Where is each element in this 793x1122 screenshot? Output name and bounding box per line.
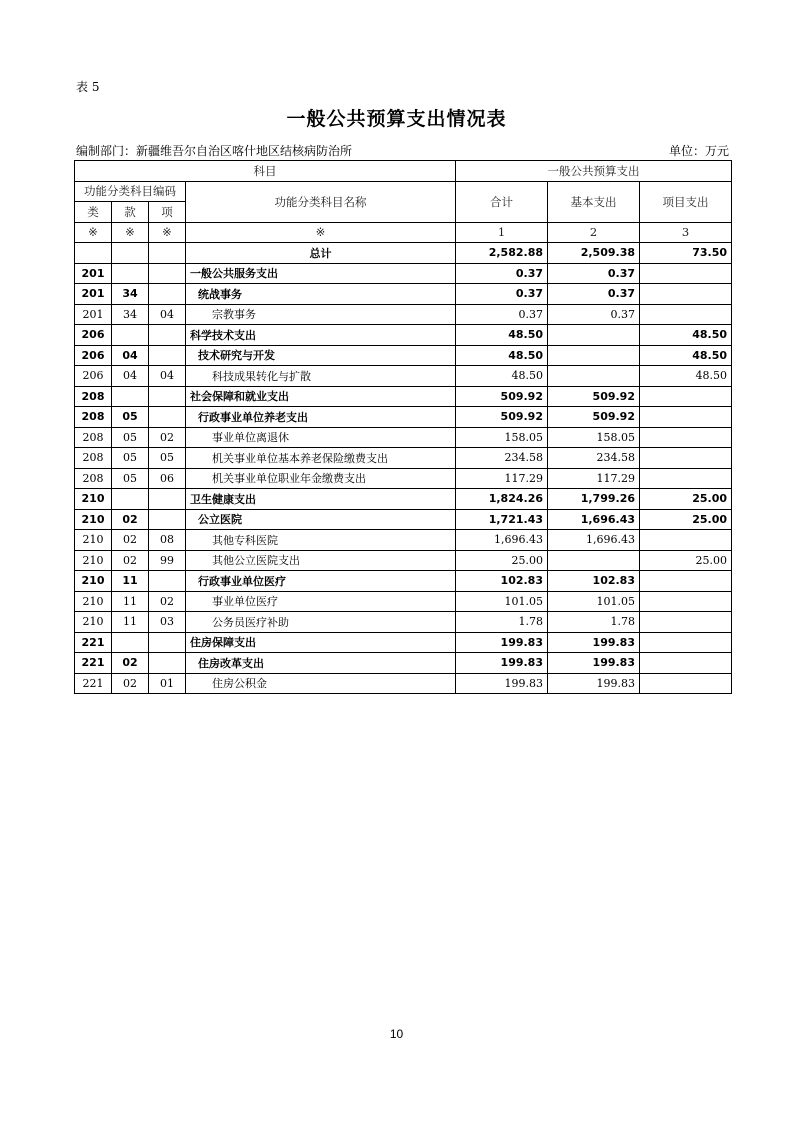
table-row — [75, 345, 732, 366]
table-row — [75, 489, 732, 510]
marker-cell: ※ — [186, 222, 456, 243]
cell-lei: 221 — [75, 673, 112, 694]
cell-name: 科技成果转化与扩散 — [186, 366, 456, 387]
cell-kuan: 02 — [112, 530, 149, 551]
table-row — [75, 325, 732, 346]
marker-cell: ※ — [149, 222, 186, 243]
cell-xiang — [149, 325, 186, 346]
total-row — [75, 243, 732, 264]
cell-kuan: 02 — [112, 509, 149, 530]
cell-project: 48.50 — [640, 366, 732, 387]
cell-basic: 509.92 — [548, 407, 640, 428]
table-row — [75, 550, 732, 571]
cell-name: 公务员医疗补助 — [186, 612, 456, 633]
header-project: 项目支出 — [640, 181, 732, 222]
cell-kuan: 05 — [112, 468, 149, 489]
cell-lei: 208 — [75, 468, 112, 489]
cell-kuan — [112, 489, 149, 510]
cell-total: 509.92 — [456, 407, 548, 428]
cell-name: 事业单位医疗 — [186, 591, 456, 612]
cell-project — [640, 468, 732, 489]
table-row — [75, 632, 732, 653]
cell-lei: 201 — [75, 263, 112, 284]
cell-xiang: 02 — [149, 591, 186, 612]
cell-total: 48.50 — [456, 345, 548, 366]
cell-lei: 210 — [75, 530, 112, 551]
cell-lei: 221 — [75, 632, 112, 653]
cell-total: 199.83 — [456, 632, 548, 653]
cell-basic: 117.29 — [548, 468, 640, 489]
cell-total: 0.37 — [456, 284, 548, 305]
cell-lei: 210 — [75, 489, 112, 510]
cell-total: 48.50 — [456, 366, 548, 387]
marker-cell: ※ — [112, 222, 149, 243]
cell-total: 199.83 — [456, 653, 548, 674]
cell-lei: 208 — [75, 386, 112, 407]
cell-lei: 210 — [75, 612, 112, 633]
marker-cell: ※ — [75, 222, 112, 243]
cell-name: 机关事业单位基本养老保险缴费支出 — [186, 448, 456, 469]
cell-total: 101.05 — [456, 591, 548, 612]
header-xiang: 项 — [149, 202, 186, 223]
cell-xiang: 99 — [149, 550, 186, 571]
cell-project — [640, 591, 732, 612]
cell-basic — [548, 325, 640, 346]
cell-name: 住房改革支出 — [186, 653, 456, 674]
cell-project — [640, 304, 732, 325]
cell-kuan: 02 — [112, 550, 149, 571]
cell-name: 住房公积金 — [186, 673, 456, 694]
cell-project: 48.50 — [640, 325, 732, 346]
table-row — [75, 304, 732, 325]
cell-kuan: 05 — [112, 407, 149, 428]
cell-name: 技术研究与开发 — [186, 345, 456, 366]
cell-total: 1,696.43 — [456, 530, 548, 551]
cell-name: 公立医院 — [186, 509, 456, 530]
total-empty — [75, 243, 112, 264]
table-row — [75, 427, 732, 448]
cell-xiang: 08 — [149, 530, 186, 551]
cell-basic: 158.05 — [548, 427, 640, 448]
cell-basic: 199.83 — [548, 653, 640, 674]
total-basic: 2,509.38 — [548, 243, 640, 264]
header-name: 功能分类科目名称 — [186, 181, 456, 222]
cell-total: 234.58 — [456, 448, 548, 469]
cell-total: 102.83 — [456, 571, 548, 592]
cell-lei: 221 — [75, 653, 112, 674]
table-row — [75, 509, 732, 530]
header-kuan: 款 — [112, 202, 149, 223]
table-label: 表 5 — [76, 80, 100, 94]
cell-xiang: 01 — [149, 673, 186, 694]
cell-xiang — [149, 407, 186, 428]
cell-name: 行政事业单位医疗 — [186, 571, 456, 592]
cell-project: 48.50 — [640, 345, 732, 366]
cell-basic: 234.58 — [548, 448, 640, 469]
cell-lei: 210 — [75, 571, 112, 592]
cell-project — [640, 632, 732, 653]
cell-lei: 210 — [75, 550, 112, 571]
cell-total: 25.00 — [456, 550, 548, 571]
cell-project — [640, 530, 732, 551]
department-label: 编制部门：新疆维吾尔自治区喀什地区结核病防治所 — [76, 144, 353, 158]
cell-xiang: 04 — [149, 366, 186, 387]
table-row — [75, 673, 732, 694]
cell-kuan: 11 — [112, 612, 149, 633]
table-row — [75, 263, 732, 284]
cell-basic: 102.83 — [548, 571, 640, 592]
cell-name: 行政事业单位养老支出 — [186, 407, 456, 428]
cell-xiang — [149, 509, 186, 530]
cell-project — [640, 407, 732, 428]
table-row — [75, 284, 732, 305]
cell-kuan: 04 — [112, 345, 149, 366]
table-row — [75, 530, 732, 551]
cell-lei: 201 — [75, 304, 112, 325]
table-row — [75, 591, 732, 612]
cell-basic — [548, 366, 640, 387]
cell-basic: 101.05 — [548, 591, 640, 612]
cell-project — [640, 571, 732, 592]
cell-basic: 1.78 — [548, 612, 640, 633]
cell-name: 事业单位离退休 — [186, 427, 456, 448]
cell-project — [640, 386, 732, 407]
total-label: 总计 — [186, 243, 456, 264]
cell-basic: 199.83 — [548, 632, 640, 653]
cell-total: 1,721.43 — [456, 509, 548, 530]
cell-name: 宗教事务 — [186, 304, 456, 325]
cell-project — [640, 673, 732, 694]
cell-kuan: 05 — [112, 448, 149, 469]
cell-kuan — [112, 386, 149, 407]
cell-lei: 208 — [75, 427, 112, 448]
cell-name: 科学技术支出 — [186, 325, 456, 346]
cell-project: 25.00 — [640, 509, 732, 530]
cell-basic: 509.92 — [548, 386, 640, 407]
cell-kuan: 02 — [112, 673, 149, 694]
total-project: 73.50 — [640, 243, 732, 264]
cell-lei: 210 — [75, 509, 112, 530]
cell-lei: 201 — [75, 284, 112, 305]
cell-lei: 208 — [75, 407, 112, 428]
cell-kuan — [112, 325, 149, 346]
table-row — [75, 407, 732, 428]
cell-lei: 206 — [75, 325, 112, 346]
table-row — [75, 468, 732, 489]
cell-basic: 1,696.43 — [548, 509, 640, 530]
cell-basic: 0.37 — [548, 304, 640, 325]
total-empty — [149, 243, 186, 264]
cell-xiang — [149, 632, 186, 653]
header-code-group: 功能分类科目编码 — [75, 181, 186, 202]
cell-basic: 199.83 — [548, 673, 640, 694]
cell-name: 社会保障和就业支出 — [186, 386, 456, 407]
cell-name: 一般公共服务支出 — [186, 263, 456, 284]
cell-lei: 210 — [75, 591, 112, 612]
col-index-3: 3 — [640, 222, 732, 243]
cell-xiang — [149, 653, 186, 674]
cell-total: 117.29 — [456, 468, 548, 489]
cell-project — [640, 263, 732, 284]
unit-label: 单位：万元 — [668, 144, 729, 158]
cell-name: 机关事业单位职业年金缴费支出 — [186, 468, 456, 489]
cell-xiang — [149, 345, 186, 366]
cell-total: 48.50 — [456, 325, 548, 346]
cell-kuan: 02 — [112, 653, 149, 674]
cell-kuan — [112, 632, 149, 653]
cell-name: 其他专科医院 — [186, 530, 456, 551]
cell-xiang — [149, 489, 186, 510]
table-row — [75, 653, 732, 674]
header-budget-group: 一般公共预算支出 — [456, 161, 732, 182]
table-row — [75, 571, 732, 592]
cell-project — [640, 612, 732, 633]
total-empty — [112, 243, 149, 264]
header-lei: 类 — [75, 202, 112, 223]
cell-total: 1.78 — [456, 612, 548, 633]
cell-lei: 208 — [75, 448, 112, 469]
header-basic: 基本支出 — [548, 181, 640, 222]
cell-kuan: 04 — [112, 366, 149, 387]
header-total: 合计 — [456, 181, 548, 222]
cell-xiang — [149, 571, 186, 592]
cell-xiang: 03 — [149, 612, 186, 633]
cell-basic: 0.37 — [548, 284, 640, 305]
cell-xiang: 06 — [149, 468, 186, 489]
cell-project: 25.00 — [640, 550, 732, 571]
header-subject: 科目 — [75, 161, 456, 182]
cell-basic: 1,696.43 — [548, 530, 640, 551]
cell-name: 统战事务 — [186, 284, 456, 305]
cell-project — [640, 448, 732, 469]
table-row — [75, 366, 732, 387]
cell-xiang: 05 — [149, 448, 186, 469]
cell-xiang: 02 — [149, 427, 186, 448]
cell-kuan: 34 — [112, 284, 149, 305]
total-total: 2,582.88 — [456, 243, 548, 264]
cell-kuan: 11 — [112, 571, 149, 592]
cell-name: 住房保障支出 — [186, 632, 456, 653]
cell-total: 0.37 — [456, 263, 548, 284]
cell-xiang: 04 — [149, 304, 186, 325]
col-index-2: 2 — [548, 222, 640, 243]
cell-project — [640, 284, 732, 305]
cell-kuan: 05 — [112, 427, 149, 448]
cell-xiang — [149, 263, 186, 284]
cell-project: 25.00 — [640, 489, 732, 510]
cell-kuan: 11 — [112, 591, 149, 612]
cell-kuan: 34 — [112, 304, 149, 325]
cell-lei: 206 — [75, 345, 112, 366]
cell-kuan — [112, 263, 149, 284]
cell-basic: 0.37 — [548, 263, 640, 284]
cell-xiang — [149, 386, 186, 407]
cell-xiang — [149, 284, 186, 305]
cell-basic: 1,799.26 — [548, 489, 640, 510]
cell-total: 1,824.26 — [456, 489, 548, 510]
cell-project — [640, 427, 732, 448]
budget-table — [74, 160, 732, 694]
page-number: 10 — [389, 1027, 404, 1041]
cell-basic — [548, 550, 640, 571]
cell-name: 卫生健康支出 — [186, 489, 456, 510]
table-row — [75, 612, 732, 633]
cell-name: 其他公立医院支出 — [186, 550, 456, 571]
table-row — [75, 448, 732, 469]
col-index-1: 1 — [456, 222, 548, 243]
table-row — [75, 386, 732, 407]
cell-total: 0.37 — [456, 304, 548, 325]
page-title: 一般公共预算支出情况表 — [286, 108, 507, 130]
cell-total: 158.05 — [456, 427, 548, 448]
cell-total: 509.92 — [456, 386, 548, 407]
cell-total: 199.83 — [456, 673, 548, 694]
cell-project — [640, 653, 732, 674]
cell-lei: 206 — [75, 366, 112, 387]
cell-basic — [548, 345, 640, 366]
